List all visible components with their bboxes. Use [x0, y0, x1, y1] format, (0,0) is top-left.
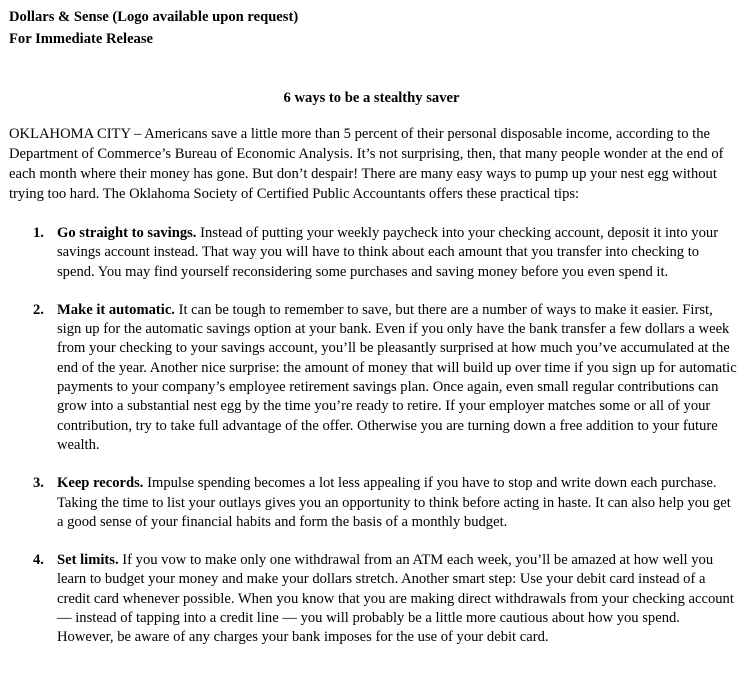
tip-item — [9, 551, 737, 647]
header-release-line: For Immediate Release — [9, 31, 153, 47]
article-title: 6 ways to be a stealthy saver — [283, 90, 460, 106]
tips-list — [9, 224, 739, 648]
tip-lead: Set limits. — [57, 552, 119, 569]
header-logo-line: Dollars & Sense (Logo available upon request) — [9, 9, 299, 25]
tip-text: If you vow to make only one withdrawal from an ATM each week, you’ll be amazed at how well you learn to budget your money and make your dollars stretch. Another smart step: Use your debit card instead of a credit card whenever possible. When you know that you are making direct withdrawals from your checking account — instead of tapping into a credit line — you will probably be a little more cautious about how you spend. However, be aware of any charges your bank imposes for the use of your debit card. — [57, 552, 734, 646]
tip-text: It can be tough to remember to save, but there are a number of ways to make it easier. First, sign up for the automatic savings option at your bank. Even if you only have the bank transfer a few dollars a week from your checking to your savings account, you’ll be pleasantly surprised at how much you’ve accumulated at the end of the year. Another nice surprise: the amount of money that will build up over time if you sign up for automatic payments to your company’s employee retirement savings plan. Once again, even small regular contributions can grow into a substantial nest egg by the time you’re ready to retire. If your employer matches some or all of your contribution, try to take full advantage of the offer. Otherwise you are turning down a free addition to your future wealth. — [57, 301, 737, 453]
tip-text: Instead of putting your weekly paycheck into your checking account, deposit it into your savings account instead. That way you will have to think about each amount that you transfer into checking to spend. You may find yourself reconsidering some purchases and saving money before you even spend it. — [57, 225, 719, 280]
press-release-document — [9, 6, 739, 667]
tip-item — [9, 224, 737, 282]
tip-number: 4. — [33, 552, 44, 569]
tip-lead: Go straight to savings. — [57, 225, 197, 241]
tip-lead: Keep records. — [57, 475, 144, 492]
tip-text: Impulse spending becomes a lot less appealing if you have to stop and write down each purchase. Taking the time to list your outlays gives you an opportunity to think before acting in haste. It can also help you get a good sense of your financial habits and form the basis of a monthly budget. — [57, 475, 731, 530]
tip-lead: Make it automatic. — [57, 301, 175, 318]
tip-number: 1. — [33, 225, 44, 241]
tip-item — [9, 301, 737, 455]
tip-number: 3. — [33, 475, 44, 492]
tip-number: 2. — [33, 301, 44, 318]
tip-item — [9, 474, 737, 532]
intro-paragraph: OKLAHOMA CITY – Americans save a little more than 5 percent of their personal disposable income, according to the Department of Commerce’s Bureau of Economic Analysis. It’s not surprising, then, that many people wonder at the end of each month where their money has gone. But don’t despair! There are many easy ways to pump up your nest egg without trying too hard. The Oklahoma Society of Certified Public Accountants offers these practical tips: — [9, 126, 724, 202]
